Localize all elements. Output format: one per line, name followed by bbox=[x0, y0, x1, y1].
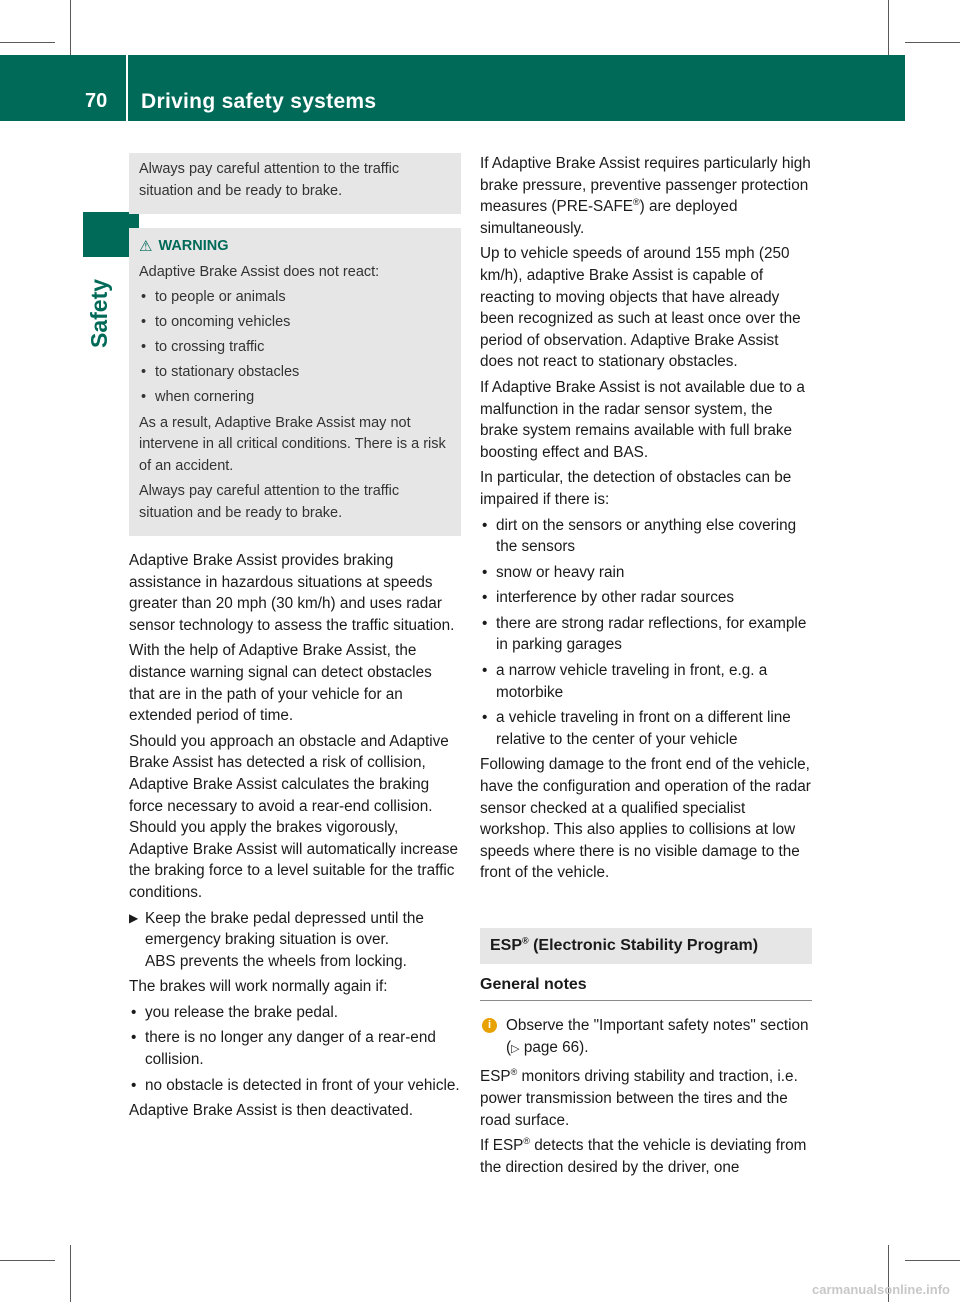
warning-title bbox=[139, 236, 451, 258]
header-bar bbox=[0, 55, 905, 121]
info-icon: i bbox=[482, 1018, 497, 1033]
step-text: Keep the brake pedal depressed until the emergency braking situation is over. bbox=[145, 909, 424, 949]
warning-paragraph: Always pay careful attention to the traffic situation and be ready to brake. bbox=[139, 483, 400, 521]
list-item: • when cornering bbox=[139, 387, 451, 409]
list-item: • to people or animals bbox=[139, 287, 451, 309]
paragraph: The brakes will work normally again if: bbox=[129, 978, 388, 996]
paragraph: ESP® monitors driving stability and traction, i.e. power transmission between the tires and the road surface. bbox=[480, 1067, 798, 1129]
page-ref-icon: ▷ bbox=[511, 1042, 520, 1055]
paragraph: If Adaptive Brake Assist is not available due to a malfunction in the radar sensor system, the brake system remains available with full brake boosting effect and BAS. bbox=[480, 378, 805, 461]
list-item: • snow or heavy rain bbox=[480, 562, 812, 584]
paragraph: Adaptive Brake Assist provides braking assistance in hazardous situations at speeds greater than 20 mph (30 km/h) and uses radar sensor technology to assess the traffic situation. bbox=[129, 552, 455, 634]
watermark: carmanualsonline.info bbox=[812, 1282, 950, 1297]
page-number: 70 bbox=[85, 90, 108, 112]
side-tab-label: Safety bbox=[86, 278, 112, 348]
crop-mark bbox=[70, 1245, 71, 1302]
list-item: • there is no longer any danger of a rear-end collision. bbox=[129, 1027, 461, 1070]
paragraph: Adaptive Brake Assist is then deactivated. bbox=[129, 1102, 414, 1120]
step-arrow-icon: ▶ bbox=[129, 910, 139, 925]
crop-mark bbox=[905, 1260, 960, 1261]
section-heading: ESP® (Electronic Stability Program) bbox=[480, 928, 812, 964]
instruction-step bbox=[129, 908, 461, 973]
warning-intro: Adaptive Brake Assist does not react: bbox=[139, 263, 380, 280]
list-item: • there are strong radar reflections, for example in parking garages bbox=[480, 613, 812, 656]
paragraph: Up to vehicle speeds of around 155 mph (250 km/h), adaptive Brake Assist is capable of reacting to moving objects that have already been recognized as such at least once over the period of observation. Adaptive Brake Assist does not react to stationary obstacles. bbox=[480, 245, 801, 371]
header-divider bbox=[126, 55, 128, 121]
crop-mark bbox=[905, 42, 960, 43]
warning-box bbox=[129, 228, 461, 536]
note-text: page 66). bbox=[519, 1038, 589, 1056]
subheading: General notes bbox=[480, 974, 812, 1002]
warning-list bbox=[139, 287, 451, 409]
paragraph: With the help of Adaptive Brake Assist, the distance warning signal can detect obstacles that are in the path of your vehicle for an extended period of time. bbox=[129, 642, 432, 725]
paragraph: Should you approach an obstacle and Adaptive Brake Assist has detected a risk of collision, Adaptive Brake Assist calculates the braking force necessary to avoid a rear-end collision. Should you apply the brakes vigorously, Adaptive Brake Assist will automatically increase the braking force to a level suitable for the traffic conditions. bbox=[129, 732, 459, 901]
right-column bbox=[480, 153, 812, 1182]
list-item: • no obstacle is detected in front of your vehicle. bbox=[129, 1075, 461, 1097]
notice-box bbox=[129, 153, 461, 214]
chapter-title: Driving safety systems bbox=[141, 90, 377, 113]
warning-triangle-icon: ⚠ bbox=[139, 238, 153, 256]
paragraph: If ESP® detects that the vehicle is deviating from the direction desired by the driver, one bbox=[480, 1136, 807, 1176]
list-item: • a narrow vehicle traveling in front, e.g. a motorbike bbox=[480, 660, 812, 703]
list-item: • you release the brake pedal. bbox=[129, 1002, 461, 1024]
info-note bbox=[480, 1015, 812, 1060]
list-item: • to oncoming vehicles bbox=[139, 312, 451, 334]
list-item: • interference by other radar sources bbox=[480, 587, 812, 609]
condition-list bbox=[129, 1002, 461, 1096]
crop-mark bbox=[0, 1260, 55, 1261]
notice-text: Always pay careful attention to the traffic situation and be ready to brake. bbox=[139, 161, 400, 199]
warning-paragraph: As a result, Adaptive Brake Assist may not intervene in all critical conditions. There is a risk of an accident. bbox=[139, 414, 446, 474]
list-item: • a vehicle traveling in front on a different line relative to the center of your vehicle bbox=[480, 707, 812, 750]
list-item: • to stationary obstacles bbox=[139, 362, 451, 384]
impairment-list bbox=[480, 515, 812, 751]
crop-mark bbox=[70, 0, 71, 55]
paragraph: In particular, the detection of obstacles can be impaired if there is: bbox=[480, 469, 792, 508]
left-column bbox=[129, 153, 461, 1126]
crop-mark bbox=[0, 42, 55, 43]
list-item: • to crossing traffic bbox=[139, 337, 451, 359]
list-item: • dirt on the sensors or anything else covering the sensors bbox=[480, 515, 812, 558]
crop-mark bbox=[888, 0, 889, 55]
paragraph: If Adaptive Brake Assist requires particularly high brake pressure, preventive passenger protection measures (PRE-SAFE®) are deployed simultaneously. bbox=[480, 155, 811, 237]
warning-title-text: WARNING bbox=[158, 238, 229, 254]
note-text: Observe the "Important safety notes" section ( bbox=[506, 1017, 809, 1056]
paragraph: Following damage to the front end of the vehicle, have the configuration and operation of the radar sensor checked at a qualified specialist workshop. This also applies to collisions at low speeds where there is no visible damage to the front of the vehicle. bbox=[480, 756, 811, 882]
step-result: ABS prevents the wheels from locking. bbox=[145, 952, 407, 970]
